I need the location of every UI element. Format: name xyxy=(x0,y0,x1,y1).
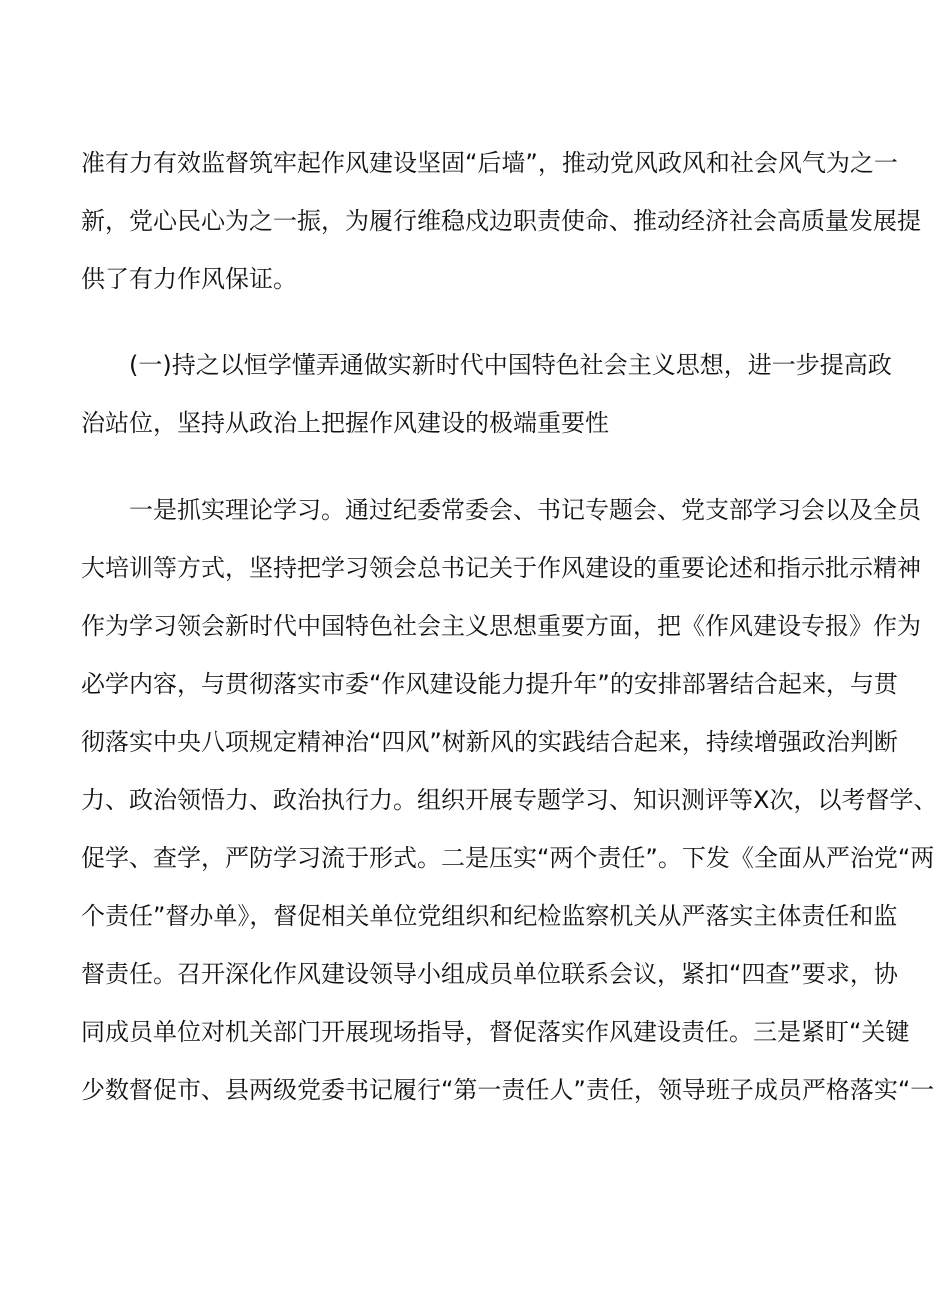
text-line: 作为学习领会新时代中国特色社会主义思想重要方面，把《作风建设专报》作为 xyxy=(81,612,921,640)
heading-line: 治站位，坚持从政治上把握作风建设的极端重要性 xyxy=(81,409,609,437)
text-line: 力、政治领悟力、政治执行力。组织开展专题学习、知识测评等X次，以考督学、 xyxy=(81,786,937,814)
paragraph-intro xyxy=(81,134,921,308)
text-line: 必学内容，与贯彻落实市委“作风建设能力提升年”的安排部署结合起来，与贯 xyxy=(81,670,898,698)
text-line: 彻落实中央八项规定精神治“四风”树新风的实践结合起来，持续增强政治判断 xyxy=(81,728,898,756)
text-line: 促学、查学，严防学习流于形式。二是压实“两个责任”。下发《全面从严治党“两 xyxy=(81,844,935,872)
text-line: 同成员单位对机关部门开展现场指导，督促落实作风建设责任。三是紧盯“关键 xyxy=(81,1018,910,1046)
text-line: 个责任”督办单》，督促相关单位党组织和纪检监察机关从严落实主体责任和监 xyxy=(81,902,898,930)
text-line: 一是抓实理论学习。通过纪委常委会、书记专题会、党支部学习会以及全员 xyxy=(129,496,921,524)
paragraph-body xyxy=(81,481,937,1119)
text-line: 准有力有效监督筑牢起作风建设坚固“后墙”，推动党风政风和社会风气为之一 xyxy=(81,149,898,177)
text-line: 新，党心民心为之一振，为履行维稳戍边职责使命、推动经济社会高质量发展提 xyxy=(81,207,921,235)
text-line: 督责任。召开深化作风建设领导小组成员单位联系会议，紧扣“四查”要求，协 xyxy=(81,960,898,988)
text-line: 少数督促市、县两级党委书记履行“第一责任人”责任，领导班子成员严格落实“一 xyxy=(81,1076,935,1104)
section-heading xyxy=(81,336,892,452)
text-line: 供了有力作风保证。 xyxy=(81,265,297,293)
text-line: 大培训等方式，坚持把学习领会总书记关于作风建设的重要论述和指示批示精神 xyxy=(81,554,921,582)
heading-line: (一)持之以恒学懂弄通做实新时代中国特色社会主义思想，进一步提高政 xyxy=(129,351,892,379)
